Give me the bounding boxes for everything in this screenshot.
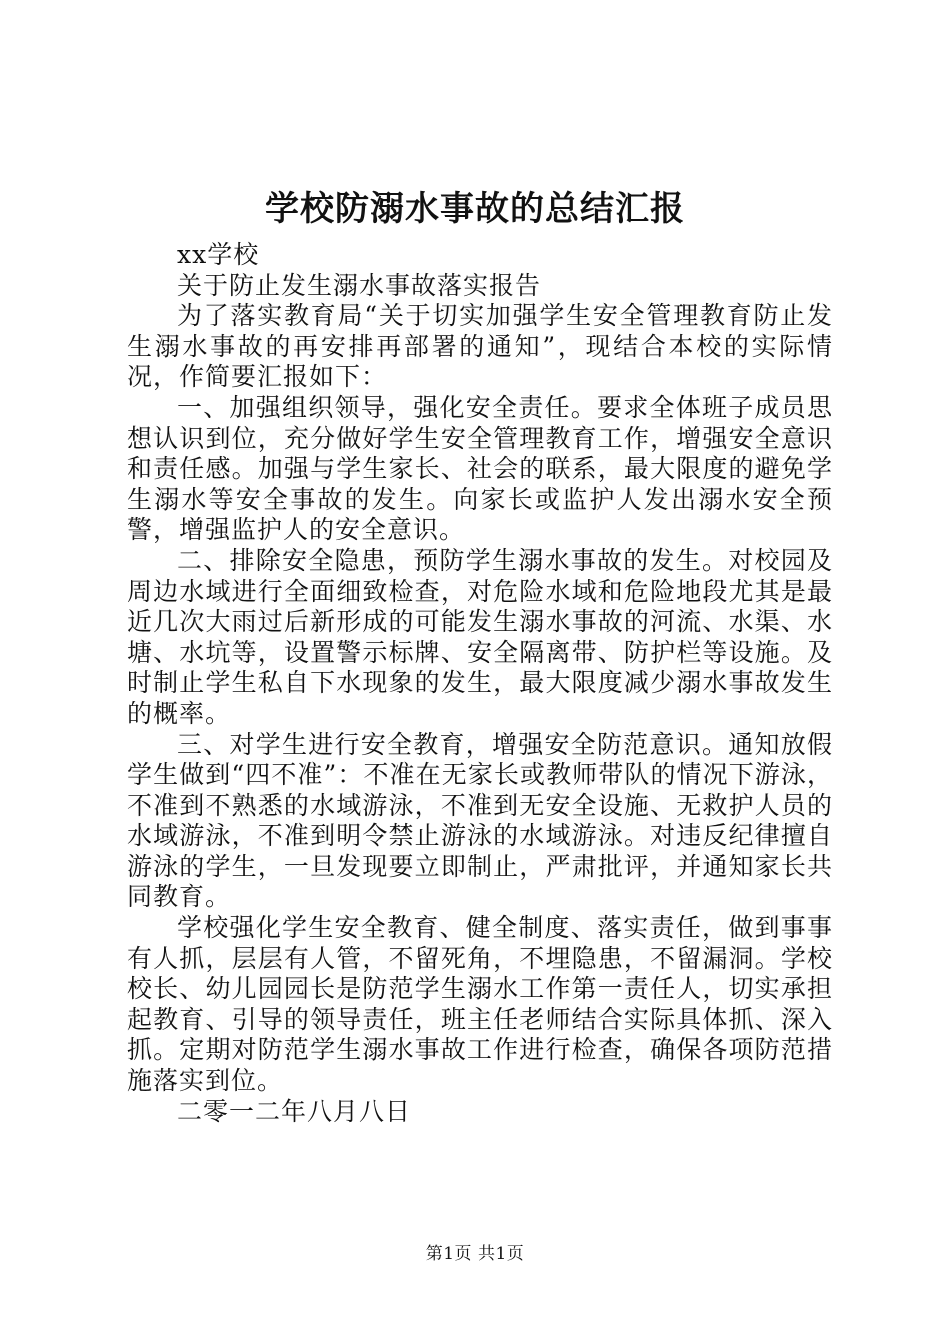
document-date: 二零一二年八月八日 [177, 1096, 412, 1126]
school-name: xx学校 [177, 240, 260, 269]
section-three-paragraph: 三、对学生进行安全教育，增强安全防范意识。通知放假学生做到“四不准”：不准在无家长或教师带队的情况下游泳，不准到不熟悉的水域游泳，不准到无安全设施、无救护人员的水域游泳，不准到明令禁止游泳的水域游泳。对违反纪律擅自游泳的学生，一旦发现要立即制止，严肃批评，并通知家长共同教育。 [127, 729, 833, 912]
summary-paragraph: 学校强化学生安全教育、健全制度、落实责任，做到事事有人抓，层层有人管，不留死角，不埋隐患，不留漏洞。学校校长、幼儿园园长是防范学生溺水工作第一责任人，切实承担起教育、引导的领导责任，班主任老师结合实际具体抓、深入抓。定期对防范学生溺水事故工作进行检查，确保各项防范措施落实到位。 [127, 913, 833, 1096]
document-body [127, 240, 833, 1127]
section-one-paragraph: 一、加强组织领导，强化安全责任。要求全体班子成员思想认识到位，充分做好学生安全管理教育工作，增强安全意识和责任感。加强与学生家长、社会的联系，最大限度的避免学生溺水等安全事故的发生。向家长或监护人发出溺水安全预警，增强监护人的安全意识。 [127, 392, 833, 545]
intro-paragraph: 为了落实教育局“关于切实加强学生安全管理教育防止发生溺水事故的再安排再部署的通知”，现结合本校的实际情况，作简要汇报如下： [127, 301, 833, 392]
document-title: 学校防溺水事故的总结汇报 [265, 189, 685, 229]
report-subtitle: 关于防止发生溺水事故落实报告 [177, 270, 542, 300]
section-two-paragraph: 二、排除安全隐患，预防学生溺水事故的发生。对校园及周边水域进行全面细致检查，对危险水域和危险地段尤其是最近几次大雨过后新形成的可能发生溺水事故的河流、水渠、水塘、水坑等，设置警示标牌、安全隔离带、防护栏等设施。及时制止学生私自下水现象的发生，最大限度减少溺水事故发生的概率。 [127, 545, 833, 728]
page-number: 第1页 共1页 [425, 1244, 525, 1264]
